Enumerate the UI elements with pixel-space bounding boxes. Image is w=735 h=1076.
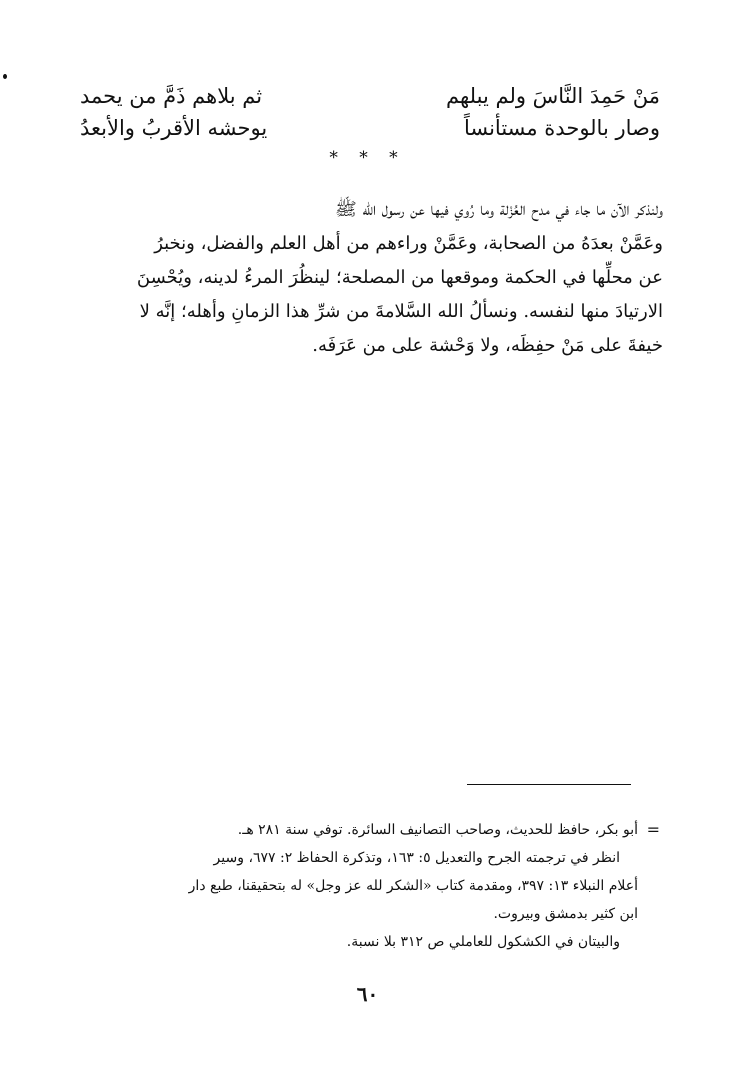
page-number: ٦٠ bbox=[356, 982, 379, 1006]
margin-mark bbox=[3, 74, 7, 79]
footnote-line: أعلام النبلاء ١٣: ٣٩٧، ومقدمة كتاب «الشكر لله عز وجل» له بتحقيقنا، طبع دار bbox=[188, 878, 638, 894]
footnotes bbox=[78, 816, 660, 956]
footnote-line: انظر في ترجمته الجرح والتعديل ٥: ١٦٣، وتذكرة الحفاظ ٢: ٦٧٧، وسير bbox=[213, 850, 620, 866]
poem-line-1 bbox=[80, 82, 660, 110]
body-line: ولنذكر الآن ما جاء في مدح العُزْلة وما رُوي فيها عن رسول الله ﷺ bbox=[335, 199, 663, 220]
body-paragraph bbox=[75, 193, 663, 363]
poem-line-1-first-hemistich: مَنْ حَمِدَ النَّاسَ ولم يبلهم bbox=[446, 84, 660, 108]
footnote-continuation-marker: = bbox=[646, 820, 660, 839]
footnote-rule bbox=[467, 784, 631, 785]
footnote-line: أبو بكر، حافظ للحديث، وصاحب التصانيف السائرة. توفي سنة ٢٨١ هـ. bbox=[237, 822, 638, 838]
body-line: عن محلِّها في الحكمة وموقعها من المصلحة؛ لينظُرَ المرءُ لدينه، ويُحْسِنَ bbox=[136, 267, 663, 288]
section-separator: * * * bbox=[329, 148, 406, 168]
poem-line-2 bbox=[80, 114, 660, 142]
poem-line-2-second-hemistich: يوحشه الأقربُ والأبعدُ bbox=[80, 116, 268, 140]
body-line: الارتيادَ منها لنفسه. ونسألُ الله السَّلامةَ من شرِّ هذا الزمانِ وأهله؛ إنَّه لا bbox=[139, 301, 663, 322]
footnote-line: ابن كثير بدمشق وبيروت. bbox=[493, 906, 638, 922]
body-line: وعَمَّنْ بعدَهُ من الصحابة، وعَمَّنْ وراءهم من أهل العلم والفضل، ونخبرُ bbox=[154, 233, 663, 254]
body-line: خيفةَ على مَنْ حفِظَه، ولا وَحْشة على من عَرَفَه. bbox=[312, 335, 663, 356]
poem-line-1-second-hemistich: ثم بلاهم ذَمَّ من يحمد bbox=[80, 84, 263, 108]
poem-line-2-first-hemistich: وصار بالوحدة مستأنساً bbox=[463, 116, 660, 140]
footnote-line: والبيتان في الكشكول للعاملي ص ٣١٢ بلا نسبة. bbox=[346, 934, 620, 950]
